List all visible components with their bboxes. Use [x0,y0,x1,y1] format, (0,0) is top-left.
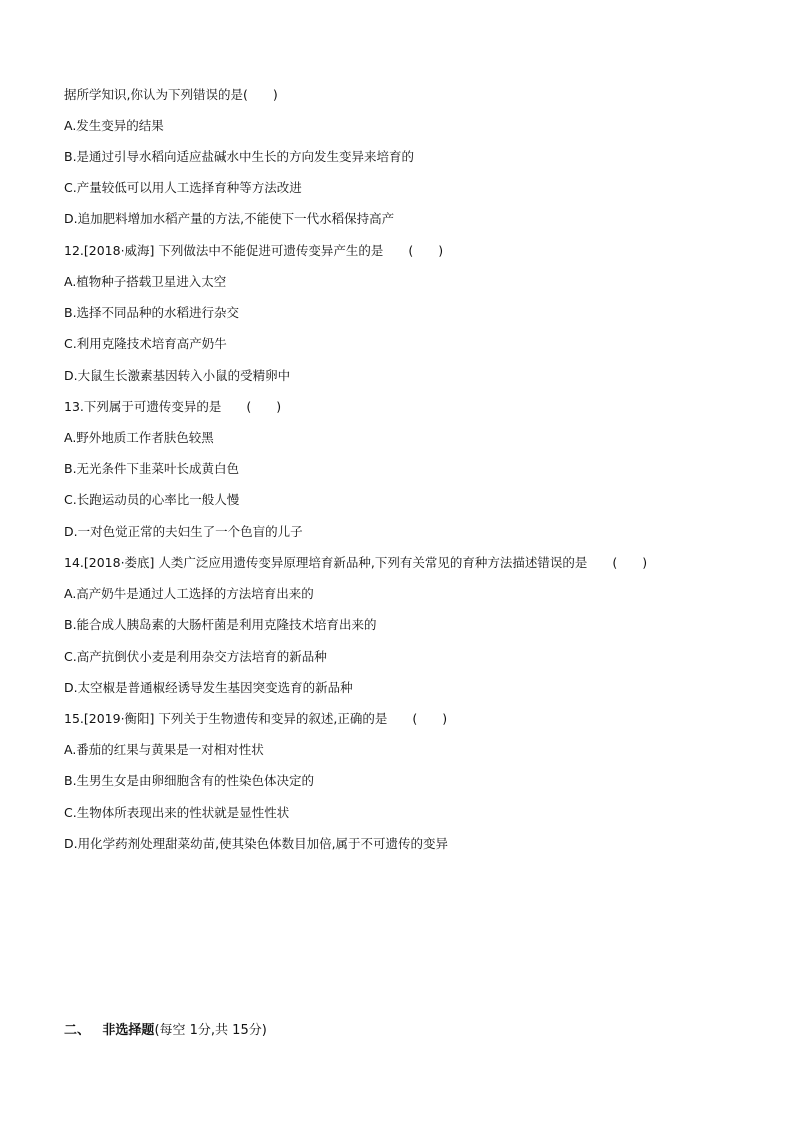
question-11-option-b: B.是通过引导水稻向适应盐碱水中生长的方向发生变异来培育的 [64,149,415,164]
question-11-stem: 据所学知识,你认为下列错误的是( ) [64,87,278,102]
question-13-option-d: D.一对色觉正常的夫妇生了一个色盲的儿子 [64,524,303,539]
question-13-option-c: C.长跑运动员的心率比一般人慢 [64,492,240,507]
question-12-option-b: B.选择不同品种的水稻进行杂交 [64,305,240,320]
question-12-stem: 12.[2018·威海] 下列做法中不能促进可遗传变异产生的是 ( ) [64,243,444,258]
section-heading [64,1022,267,1040]
question-14-option-d: D.太空椒是普通椒经诱导发生基因突变选育的新品种 [64,680,353,695]
question-11-option-d: D.追加肥料增加水稻产量的方法,不能使下一代水稻保持高产 [64,211,395,226]
question-11-option-c: C.产量较低可以用人工选择育种等方法改进 [64,180,302,195]
section-number: 二、 [64,1023,91,1038]
question-14-option-a: A.高产奶牛是通过人工选择的方法培育出来的 [64,586,314,601]
question-14-option-c: C.高产抗倒伏小麦是利用杂交方法培育的新品种 [64,649,327,664]
question-15-option-a: A.番茄的红果与黄果是一对相对性状 [64,742,264,757]
question-12-option-d: D.大鼠生长激素基因转入小鼠的受精卵中 [64,368,291,383]
question-11-option-a: A.发生变异的结果 [64,118,164,133]
question-15-stem: 15.[2019·衡阳] 下列关于生物遗传和变异的叙述,正确的是 ( ) [64,711,448,726]
question-14-stem: 14.[2018·娄底] 人类广泛应用遗传变异原理培育新品种,下列有关常见的育种方法描述错误的是 ( ) [64,555,648,570]
question-15-option-c: C.生物体所表现出来的性状就是显性性状 [64,805,290,820]
question-15-option-b: B.生男生女是由卵细胞含有的性染色体决定的 [64,773,315,788]
question-13-stem: 13.下列属于可遗传变异的是 ( ) [64,399,282,414]
section-note: (每空 1分,共 15分) [154,1023,267,1038]
section-title: 非选择题 [102,1023,155,1038]
question-15-option-d: D.用化学药剂处理甜菜幼苗,使其染色体数目加倍,属于不可遗传的变异 [64,836,449,851]
question-12-option-c: C.利用克隆技术培育高产奶牛 [64,336,227,351]
question-13-option-b: B.无光条件下韭菜叶长成黄白色 [64,461,240,476]
question-14-option-b: B.能合成人胰岛素的大肠杆菌是利用克隆技术培育出来的 [64,617,377,632]
question-13-option-a: A.野外地质工作者肤色较黑 [64,430,214,445]
question-12-option-a: A.植物种子搭载卫星进入太空 [64,274,227,289]
